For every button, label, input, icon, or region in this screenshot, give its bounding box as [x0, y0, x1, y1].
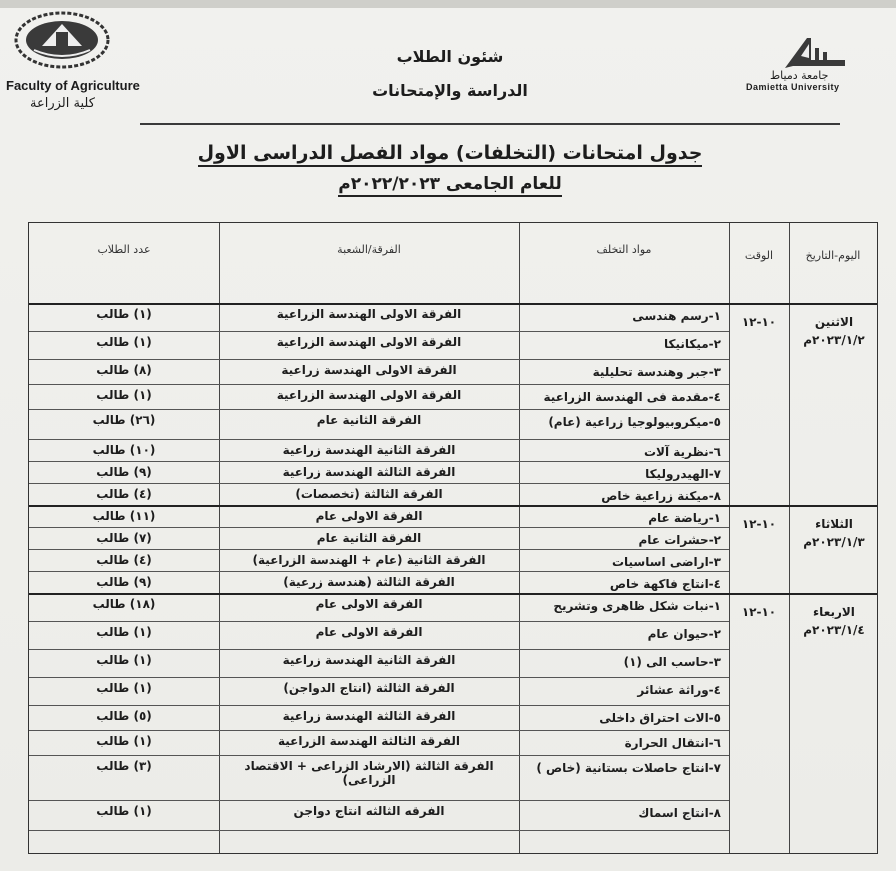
- group-cell: الفرقة الاولى الهندسة الزراعية: [276, 388, 462, 402]
- row-divider: [29, 384, 729, 385]
- row-divider: [29, 439, 729, 440]
- row-divider: [29, 649, 729, 650]
- dept-line-1: شئون الطلاب: [396, 47, 504, 66]
- header-divider: [140, 123, 840, 125]
- schedule-subtitle: للعام الجامعى ٢٠٢٢/٢٠٢٣م: [190, 174, 710, 194]
- group-cell: الفرقة الاولى عام: [315, 509, 423, 523]
- subject-cell: ٣-حاسب الى (١): [623, 655, 721, 669]
- col-divider: [219, 223, 220, 853]
- group-cell: الفرقة الثالثة (الارشاد الزراعى + الاقتصاد الزراعى): [244, 759, 494, 787]
- exam-schedule-table: [28, 222, 878, 854]
- student-count: (٣) طالب: [96, 759, 152, 773]
- schedule-title: جدول امتحانات (التخلفات) مواد الفصل الدراسى الاول: [190, 142, 710, 164]
- student-count: (٥) طالب: [96, 709, 152, 723]
- row-divider: [29, 621, 729, 622]
- group-cell: الفرقة الثالثة (انتاج الدواجن): [283, 681, 455, 695]
- subject-cell: ٧-الهيدروليكا: [645, 467, 721, 481]
- day-name: الثلاثاء: [815, 517, 853, 531]
- department-header: [330, 40, 570, 108]
- subject-cell: ١-رياضة عام: [648, 511, 721, 525]
- row-divider: [29, 527, 729, 528]
- subject-cell: ١-نبات شكل ظاهرى وتشريح: [553, 599, 721, 613]
- group-cell: الفرقة الاولى الهندسة الزراعية: [276, 335, 462, 349]
- page-edge: [0, 0, 896, 8]
- col-divider: [789, 223, 790, 853]
- group-cell: الفرقة الثالثة (تخصصات): [295, 487, 443, 501]
- header-divider-line: [29, 303, 877, 305]
- day-name: الاثنين: [814, 315, 854, 329]
- row-divider: [29, 830, 729, 831]
- col-divider: [519, 223, 520, 853]
- group-cell: الفرقة الثالثة الهندسة زراعية: [282, 709, 456, 723]
- student-count: (٤) طالب: [96, 553, 152, 567]
- subject-cell: ٣-اراضى اساسيات: [611, 555, 721, 569]
- group-cell: الفرقة الثانية الهندسة زراعية: [282, 443, 456, 457]
- exam-date: ٢٠٢٣/١/٢م: [803, 333, 865, 347]
- header-time: الوقت: [744, 249, 774, 262]
- student-count: (١٠) طالب: [92, 443, 156, 457]
- row-divider: [29, 730, 729, 731]
- row-divider: [29, 549, 729, 550]
- faculty-name-ar: كلية الزراعة: [30, 96, 95, 111]
- row-divider: [29, 409, 729, 410]
- row-divider: [29, 359, 729, 360]
- student-count: (١) طالب: [96, 734, 152, 748]
- row-divider: [29, 705, 729, 706]
- subject-cell: ٤-وراثة عشائر: [637, 683, 721, 697]
- row-divider: [29, 461, 729, 462]
- group-cell: الفرقة الثانية (عام + الهندسة الزراعية): [252, 553, 486, 567]
- day-divider: [29, 505, 877, 507]
- row-divider: [29, 677, 729, 678]
- subject-cell: ١-رسم هندسى: [632, 309, 721, 323]
- subject-cell: ٧-انتاج حاصلات بستانية (خاص ): [536, 761, 721, 775]
- student-count: (١٨) طالب: [92, 597, 156, 611]
- exam-time: ١٠-١٢: [741, 315, 777, 329]
- student-count: (٤) طالب: [96, 487, 152, 501]
- row-divider: [29, 331, 729, 332]
- group-cell: الفرقة الثالثة الهندسة زراعية: [282, 465, 456, 479]
- student-count: (١) طالب: [96, 335, 152, 349]
- subject-cell: ٤-مقدمة فى الهندسة الزراعية: [543, 390, 721, 404]
- subject-cell: ٨-انتاج اسماك: [638, 806, 721, 820]
- row-divider: [29, 571, 729, 572]
- student-count: (١١) طالب: [92, 509, 156, 523]
- exam-date: ٢٠٢٣/١/٣م: [803, 535, 865, 549]
- group-cell: الفرقة الثالثة الهندسة الزراعية: [277, 734, 461, 748]
- student-count: (١) طالب: [96, 653, 152, 667]
- university-name-en: Damietta University: [746, 82, 840, 92]
- subject-cell: ٦-انتقال الحرارة: [624, 736, 721, 750]
- row-divider: [29, 755, 729, 756]
- university-name-ar: جامعة دمياط: [770, 69, 829, 82]
- faculty-logo-icon: [12, 10, 112, 72]
- row-divider: [29, 800, 729, 801]
- subject-cell: ٢-حيوان عام: [647, 627, 721, 641]
- faculty-name-en: Faculty of Agriculture: [6, 78, 140, 93]
- row-divider: [29, 483, 729, 484]
- header-count: عدد الطلاب: [97, 243, 151, 256]
- header-subjects: مواد التخلف: [596, 243, 652, 256]
- day-name: الاربعاء: [813, 605, 855, 619]
- group-cell: الفرقة الاولى عام: [315, 597, 423, 611]
- header-group: الفرقة/الشعبة: [337, 243, 401, 256]
- student-count: (١) طالب: [96, 804, 152, 818]
- group-cell: الفرقة الثانية الهندسة زراعية: [282, 653, 456, 667]
- group-cell: الفرقة الاولى الهندسة الزراعية: [276, 307, 462, 321]
- group-cell: الفرقة الاولى عام: [315, 625, 423, 639]
- subject-cell: ٦-نظرية آلات: [643, 445, 721, 459]
- student-count: (٩) طالب: [96, 575, 152, 589]
- subject-cell: ٢-حشرات عام: [638, 533, 721, 547]
- day-divider: [29, 593, 877, 595]
- student-count: (٨) طالب: [96, 363, 152, 377]
- subject-cell: ٥-الات احتراق داخلى: [599, 711, 721, 725]
- subject-cell: ٥-ميكروبيولوجيا زراعية (عام): [548, 415, 721, 429]
- group-cell: الفرقه الثالثه انتاج دواجن: [293, 804, 445, 818]
- exam-date: ٢٠٢٣/١/٤م: [803, 623, 865, 637]
- header-day-date: اليوم-التاريخ: [805, 249, 861, 262]
- student-count: (٧) طالب: [96, 531, 152, 545]
- subject-cell: ٤-انتاج فاكهة خاص: [609, 577, 721, 591]
- student-count: (١) طالب: [96, 625, 152, 639]
- exam-time: ١٠-١٢: [741, 517, 777, 531]
- subject-cell: ٨-ميكنة زراعية خاص: [601, 489, 721, 503]
- exam-time: ١٠-١٢: [741, 605, 777, 619]
- group-cell: الفرقة الثانية عام: [316, 413, 422, 427]
- subject-cell: ٢-ميكانيكا: [663, 337, 721, 351]
- student-count: (٩) طالب: [96, 465, 152, 479]
- group-cell: الفرقة الاولى الهندسة زراعية: [281, 363, 457, 377]
- student-count: (١) طالب: [96, 388, 152, 402]
- group-cell: الفرقة الثالثة (هندسة زرعية): [283, 575, 455, 589]
- student-count: (٢٦) طالب: [92, 413, 156, 427]
- dept-line-2: الدراسة والإمتحانات: [372, 81, 528, 100]
- group-cell: الفرقة الثانية عام: [316, 531, 422, 545]
- student-count: (١) طالب: [96, 681, 152, 695]
- student-count: (١) طالب: [96, 307, 152, 321]
- subject-cell: ٣-جبر وهندسة تحليلية: [592, 365, 721, 379]
